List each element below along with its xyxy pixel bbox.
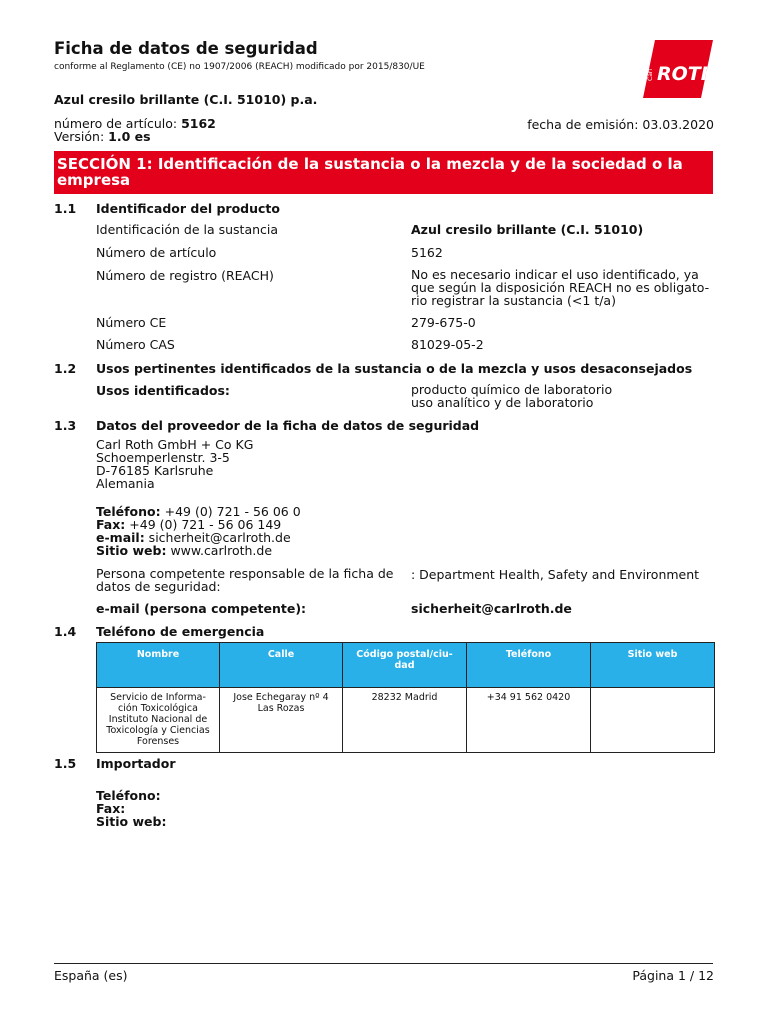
table-header-row [97, 643, 715, 688]
subsection-number-1-1: 1.1 [54, 201, 77, 216]
subsection-heading-1-4: Teléfono de emergencia [96, 624, 265, 639]
importer-fax-label: Fax: [96, 801, 126, 816]
identified-use-1: producto químico de laboratorio [411, 382, 613, 397]
cell-phone: +34 91 562 0420 [467, 688, 591, 753]
substance-id-value: Azul cresilo brillante (C.I. 51010) [411, 222, 644, 237]
cell-name: Servicio de Informa-ción Toxicológica Instituto Nacional de Toxicología y Ciencias Forenses [97, 688, 220, 753]
reach-registration-value: No es necesario indicar el uso identificado, ya que según la disposición REACH no es obligato-rio registrar la sustancia (<1 t/a) [411, 267, 710, 308]
responsible-person-value: : Department Health, Safety and Environment [411, 567, 700, 582]
subsection-number-1-4: 1.4 [54, 624, 77, 639]
ec-number-value: 279-675-0 [411, 315, 476, 330]
supplier-contacts [96, 505, 301, 557]
importer-phone-label: Teléfono: [96, 788, 161, 803]
phone-value: +49 (0) 721 - 56 06 0 [160, 504, 301, 519]
phone-label: Teléfono: [96, 504, 161, 519]
section-1-title: SECCIÓN 1: Identificación de la sustancia o la mezcla y de la sociedad o la empresa [54, 151, 713, 194]
cell-postal-city: 28232 Madrid [343, 688, 467, 753]
identified-use-2: uso analítico y de laboratorio [411, 395, 594, 410]
subsection-number-1-5: 1.5 [54, 756, 77, 771]
emergency-phone-table [96, 642, 715, 753]
fax-value: +49 (0) 721 - 56 06 149 [125, 517, 282, 532]
column-header-postal-city: Código postal/ciu-dad [343, 643, 467, 688]
cell-website [591, 688, 715, 753]
competent-email-label: e-mail (persona competente): [96, 601, 307, 616]
importer-contacts [96, 789, 166, 828]
column-header-website: Sitio web [591, 643, 715, 688]
column-header-phone: Teléfono [467, 643, 591, 688]
article-number-row-value: 5162 [411, 245, 443, 260]
email-value[interactable]: sicherheit@carlroth.de [144, 530, 291, 545]
subsection-number-1-2: 1.2 [54, 361, 77, 376]
version-label: Versión: [54, 129, 109, 144]
cas-number-value: 81029-05-2 [411, 337, 484, 352]
supplier-city: D-76185 Karlsruhe [96, 463, 214, 478]
footer-country: España (es) [54, 968, 128, 983]
subsection-number-1-3: 1.3 [54, 418, 77, 433]
supplier-company: Carl Roth GmbH + Co KG [96, 437, 254, 452]
column-header-street: Calle [220, 643, 343, 688]
footer-page-number: Página 1 / 12 [632, 968, 714, 983]
subsection-heading-1-3: Datos del proveedor de la ficha de datos de seguridad [96, 418, 480, 433]
supplier-country: Alemania [96, 476, 155, 491]
subsection-heading-1-2: Usos pertinentes identificados de la sustancia o de la mezcla y usos desaconsejados [96, 361, 693, 376]
identified-uses-value [411, 383, 612, 409]
article-number-row-label: Número de artículo [96, 245, 217, 260]
roth-logo-icon [643, 40, 713, 98]
product-name: Azul cresilo brillante (C.I. 51010) p.a. [54, 92, 318, 107]
cell-street: Jose Echegaray nº 4 Las Rozas [220, 688, 343, 753]
svg-text:ROTH: ROTH [657, 63, 713, 85]
table-row [97, 688, 715, 753]
email-label: e-mail: [96, 530, 145, 545]
ec-number-label: Número CE [96, 315, 167, 330]
competent-email-value[interactable]: sicherheit@carlroth.de [411, 601, 572, 616]
column-header-name: Nombre [97, 643, 220, 688]
responsible-person-label: Persona competente responsable de la ficha de datos de seguridad: [96, 566, 394, 594]
website-value[interactable]: www.carlroth.de [166, 543, 273, 558]
website-label: Sitio web: [96, 543, 167, 558]
reach-registration-label: Número de registro (REACH) [96, 268, 274, 283]
footer-divider [54, 963, 713, 964]
roth-logo [643, 40, 713, 98]
supplier-address [96, 438, 253, 490]
article-version-info [54, 117, 216, 143]
importer-website-label: Sitio web: [96, 814, 167, 829]
svg-text:Carl: Carl [647, 69, 654, 81]
cas-number-label: Número CAS [96, 337, 175, 352]
identified-uses-label: Usos identificados: [96, 383, 230, 398]
fax-label: Fax: [96, 517, 126, 532]
document-title: Ficha de datos de seguridad [54, 39, 318, 58]
regulation-subtitle: conforme al Reglamento (CE) no 1907/2006 (REACH) modificado por 2015/830/UE [54, 62, 425, 72]
article-number-value: 5162 [181, 116, 216, 131]
subsection-heading-1-1: Identificador del producto [96, 201, 280, 216]
issue-date: fecha de emisión: 03.03.2020 [527, 117, 714, 132]
supplier-street: Schoemperlenstr. 3-5 [96, 450, 230, 465]
version-value: 1.0 es [108, 129, 151, 144]
article-number-label: número de artículo: [54, 116, 182, 131]
substance-id-label: Identificación de la sustancia [96, 222, 279, 237]
subsection-heading-1-5: Importador [96, 756, 176, 771]
